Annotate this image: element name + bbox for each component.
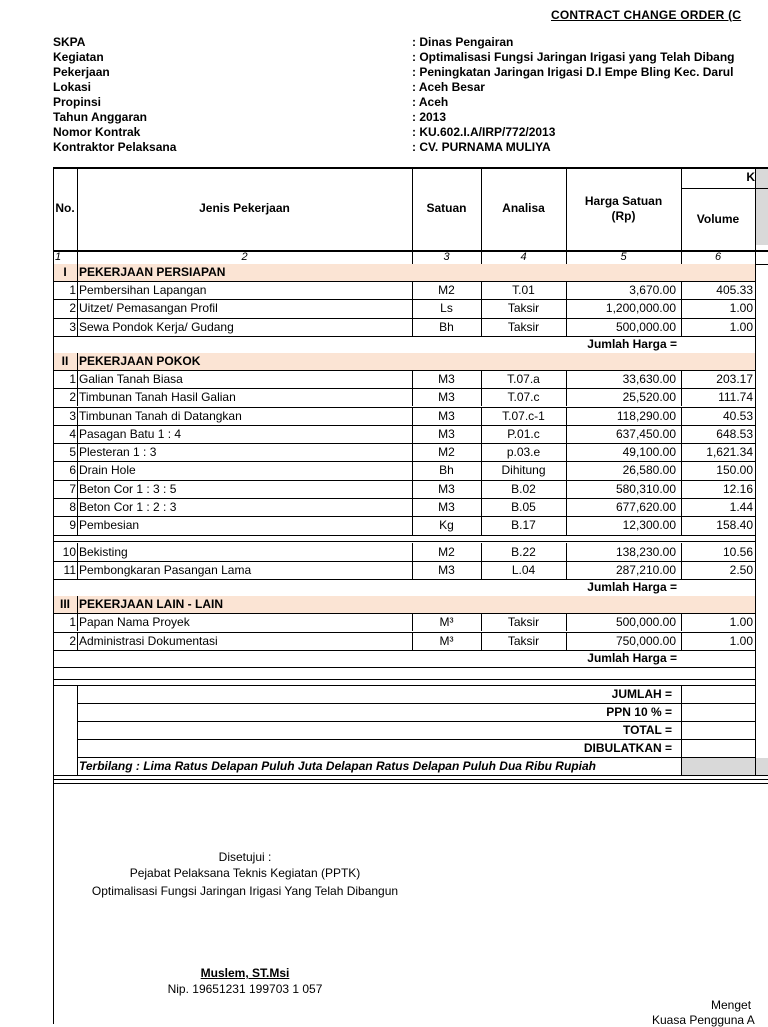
item-no: 1 [69,283,76,297]
approved-label: Disetujui : [218,850,272,864]
header-value: : Optimalisasi Fungsi Jaringan Irigasi yang Telah Dibang [412,50,735,64]
item-satuan: Bh [439,463,454,478]
rule-line [481,407,482,425]
rule-line [412,561,413,579]
item-analisa: Taksir [507,319,540,334]
item-volume: 203.17 [716,371,753,386]
header-value: : 2013 [412,110,447,124]
header-value: : Peningkatan Jaringan Irigasi D.I Empe Bling Kec. Darul [412,65,734,79]
header-label: Tahun Anggaran [53,110,147,124]
rule-line [412,516,413,534]
rule-line [77,250,78,264]
rule-line [412,370,413,388]
rule-line [412,480,413,498]
rule-line [681,281,682,299]
section-roman: II [61,353,69,368]
rule-line [681,685,682,757]
rule-line [481,281,482,299]
rule-line [77,561,78,579]
rule-line [77,318,78,336]
rule-line [681,498,682,516]
item-volume: 648.53 [716,426,753,441]
section-title: PEKERJAAN LAIN - LAIN [79,597,224,612]
item-volume: 10.56 [722,544,753,559]
item-no: 3 [69,319,76,334]
header-label: Lokasi [53,80,92,94]
rule-line [481,543,482,561]
item-volume: 1,621.34 [706,445,753,460]
rule-line [77,632,78,650]
item-satuan: M3 [438,481,455,496]
item-harga: 33,630.00 [622,371,676,386]
signatory-name: Muslem, ST.Msi [200,966,290,980]
item-no: 2 [69,390,76,405]
rule-line [481,561,482,579]
item-no: 3 [69,408,76,423]
item-volume: 40.53 [722,408,753,423]
rule-line [566,370,567,388]
item-no: 1 [69,615,76,630]
rule-line [77,299,78,317]
rule-line [77,685,755,686]
item-name: Pembongkaran Pasangan Lama [79,562,252,577]
rule-line [681,516,682,534]
rule-line [481,299,482,317]
item-harga: 26,580.00 [622,463,676,478]
item-harga: 677,620.00 [615,500,676,514]
rule-line [77,543,78,561]
item-no: 2 [69,633,76,648]
rule-line [412,425,413,443]
item-volume: 1.00 [729,633,753,648]
rule-line [566,561,567,579]
rule-line [681,561,682,579]
item-analisa: Taksir [507,301,540,316]
item-volume: 1.44 [729,500,753,514]
rule-line [681,613,682,631]
right-sign-line2: Kuasa Pengguna A [652,1013,755,1027]
item-volume: 158.40 [716,518,753,533]
item-analisa: Taksir [507,633,540,648]
rule-line [566,498,567,516]
rule-line [412,632,413,650]
rule-line [481,480,482,498]
rule-line [681,757,682,775]
column-number: 5 [620,251,627,263]
total-label: PPN 10 % = [606,704,672,719]
header-value: : KU.602.I.A/IRP/772/2013 [412,125,556,139]
total-label: DIBULATKAN = [583,740,672,755]
item-name: Galian Tanah Biasa [79,371,183,386]
header-label: SKPA [53,35,86,49]
item-analisa: Taksir [507,615,540,630]
rule-line [77,498,78,516]
rule-line [566,407,567,425]
item-harga: 580,310.00 [615,481,676,496]
rule-line [77,443,78,461]
signatory-nip: Nip. 19651231 199703 1 057 [167,982,323,996]
rule-line [77,516,78,534]
item-name: Pembesian [79,518,140,533]
item-satuan: M3 [438,426,455,441]
rule-line [681,167,682,264]
rule-line [681,407,682,425]
rule-line [412,388,413,406]
item-harga: 750,000.00 [615,633,676,648]
rule-line [53,783,768,784]
rule-line [566,613,567,631]
rule-line [77,613,78,631]
item-harga: 500,000.00 [615,615,676,630]
item-analisa: B.17 [511,518,536,533]
item-satuan: M2 [438,544,455,559]
rule-line [566,632,567,650]
rule-line [681,461,682,479]
section-roman: I [63,265,67,279]
item-volume: 405.33 [716,283,753,297]
item-harga: 25,520.00 [622,390,676,405]
rule-line [412,443,413,461]
rule-line [566,299,567,317]
item-harga: 500,000.00 [615,319,676,334]
item-satuan: Bh [439,319,454,334]
column-number: 6 [714,251,722,263]
pptk-role: Pejabat Pelaksana Teknis Kegiatan (PPTK) [129,866,361,880]
item-no: 6 [69,463,76,478]
rule-line [77,388,78,406]
rule-line [566,480,567,498]
rule-line [481,443,482,461]
grey-header-block [755,167,768,245]
column-number: 3 [443,251,450,263]
rule-line [77,757,78,775]
item-harga: 12,300.00 [622,518,676,533]
header-label: Nomor Kontrak [53,125,141,139]
rule-line [481,632,482,650]
item-harga: 287,210.00 [615,562,676,577]
rule-line [755,167,756,775]
header-label: Kegiatan [53,50,104,64]
rule-line [77,596,78,613]
item-name: Administrasi Dokumentasi [79,633,218,648]
item-analisa: T.01 [512,283,535,297]
rule-line [481,370,482,388]
item-analisa: P.01.c [507,426,540,441]
header-label: Pekerjaan [53,65,110,79]
rule-line [681,443,682,461]
program-name: Optimalisasi Fungsi Jaringan Irigasi Yang Telah Dibangun [91,884,399,898]
column-number: 1 [55,251,62,263]
item-harga: 49,100.00 [622,445,676,460]
subtotal-label: Jumlah Harga = [587,336,677,351]
item-name: Sewa Pondok Kerja/ Gudang [79,319,234,334]
item-analisa: T.07.c-1 [502,408,545,423]
section-title: PEKERJAAN PERSIAPAN [79,265,226,279]
rule-line [77,425,78,443]
rule-line [77,461,78,479]
col-header-jenis: Jenis Pekerjaan [199,201,290,215]
header-label: Propinsi [53,95,102,109]
item-no: 10 [62,544,76,559]
rule-line [566,443,567,461]
rule-line [53,167,768,169]
rule-line [481,318,482,336]
item-name: Papan Nama Proyek [79,615,190,630]
rule-line [481,425,482,443]
rule-line [412,407,413,425]
subtotal-label: Jumlah Harga = [587,650,677,665]
rule-line [53,535,755,536]
rule-line [681,370,682,388]
rule-line [77,370,78,388]
item-satuan: Ls [440,301,453,316]
col-header-no: No. [55,201,75,215]
rule-line [412,543,413,561]
item-satuan: M2 [438,283,455,297]
header-label: Kontraktor Pelaksana [53,140,177,154]
rule-line [412,167,413,264]
column-number: 2 [241,251,248,263]
rule-line [53,167,54,1024]
header-value: : Dinas Pengairan [412,35,514,49]
rule-line [681,632,682,650]
rule-line [412,318,413,336]
item-volume: 1.00 [729,319,753,334]
item-analisa: B.22 [511,544,536,559]
item-satuan: Kg [439,518,454,533]
item-volume: 111.74 [718,390,753,405]
rule-line [481,613,482,631]
rule-line [412,281,413,299]
item-name: Drain Hole [79,463,136,478]
total-label: TOTAL = [622,722,672,737]
rule-line [481,167,482,264]
rule-line [566,543,567,561]
item-harga: 118,290.00 [616,408,676,423]
item-analisa: B.02 [511,481,536,496]
item-analisa: T.07.a [507,371,540,386]
item-name: Timbunan Tanah di Datangkan [79,408,242,423]
rule-line [77,407,78,425]
item-name: Pembersihan Lapangan [79,283,207,297]
item-analisa: p.03.e [506,445,541,460]
subtotal-label: Jumlah Harga = [587,580,677,595]
total-label: JUMLAH = [611,686,672,701]
rule-line [681,388,682,406]
item-name: Timbunan Tanah Hasil Galian [79,390,236,405]
rule-line [481,498,482,516]
col-header-volume: Volume [696,212,740,226]
rule-line [681,425,682,443]
item-analisa: B.05 [511,500,536,514]
rule-line [566,281,567,299]
item-satuan: M³ [439,615,454,630]
item-name: Bekisting [79,544,128,559]
item-no: 2 [69,301,76,316]
terbilang-text: Terbilang : Lima Ratus Delapan Puluh Juta Delapan Ratus Delapan Puluh Dua Ribu Rupiah [79,758,596,773]
col-header-satuan: Satuan [426,201,467,215]
item-analisa: Dihitung [501,463,546,478]
item-no: 7 [69,481,76,496]
header-value: : Aceh [412,95,449,109]
rule-line [77,281,78,299]
item-satuan: M2 [438,445,455,460]
rule-line [412,461,413,479]
rule-line [566,461,567,479]
rule-line [481,461,482,479]
rule-line [566,516,567,534]
rule-line [681,318,682,336]
rule-line [53,779,768,780]
item-no: 8 [69,500,76,514]
rule-line [77,353,78,370]
rule-line [77,480,78,498]
rule-line [53,541,755,542]
item-no: 9 [69,518,76,533]
rule-line [53,667,755,668]
item-harga: 138,230.00 [615,544,676,559]
section-title: PEKERJAAN POKOK [79,353,201,368]
item-harga: 637,450.00 [615,426,676,441]
item-satuan: M3 [438,408,455,423]
item-name: Beton Cor 1 : 3 : 5 [79,481,177,496]
column-number: 4 [520,251,527,263]
header-value: : CV. PURNAMA MULIYA [412,140,551,154]
item-volume: 150.00 [716,463,753,478]
item-name: Pasagan Batu 1 : 4 [79,426,182,441]
rule-line [412,299,413,317]
item-satuan: M3 [438,500,455,514]
rule-line [77,685,78,757]
rule-line [481,516,482,534]
header-value: : Aceh Besar [412,80,485,94]
rule-line [566,167,567,264]
rule-line [566,388,567,406]
item-harga: 3,670.00 [629,283,676,297]
rule-line [412,613,413,631]
section-roman: III [59,597,70,612]
super-header: K [746,170,755,184]
rule-line [681,480,682,498]
rule-line [53,679,755,680]
item-no: 11 [63,562,76,577]
item-analisa: T.07.c [507,390,540,405]
rule-line [681,543,682,561]
item-satuan: M3 [438,390,455,405]
col-header-harga: Harga Satuan (Rp) [584,193,663,223]
item-satuan: M³ [439,633,454,648]
col-header-analisa: Analisa [502,201,545,215]
rule-line [412,498,413,516]
right-sign-line1: Menget [711,998,752,1012]
item-satuan: M3 [438,562,455,577]
item-volume: 2.50 [729,562,753,577]
document-title: CONTRACT CHANGE ORDER (C [551,8,742,22]
rule-line [481,388,482,406]
rule-line [566,425,567,443]
item-analisa: L.04 [511,562,536,577]
rule-line [77,167,78,250]
item-volume: 12.16 [722,481,753,496]
item-harga: 1,200,000.00 [605,301,676,316]
item-name: Beton Cor 1 : 2 : 3 [79,500,177,514]
item-no: 5 [69,445,76,460]
rule-line [566,318,567,336]
item-satuan: M3 [438,371,455,386]
item-volume: 1.00 [729,615,753,630]
rule-line [77,264,78,281]
item-name: Uitzet/ Pemasangan Profil [79,301,218,316]
item-volume: 1.00 [729,301,753,316]
item-name: Plesteran 1 : 3 [79,445,157,460]
item-no: 4 [69,426,76,441]
item-no: 1 [69,371,76,386]
rule-line [53,775,768,776]
rule-line [681,299,682,317]
